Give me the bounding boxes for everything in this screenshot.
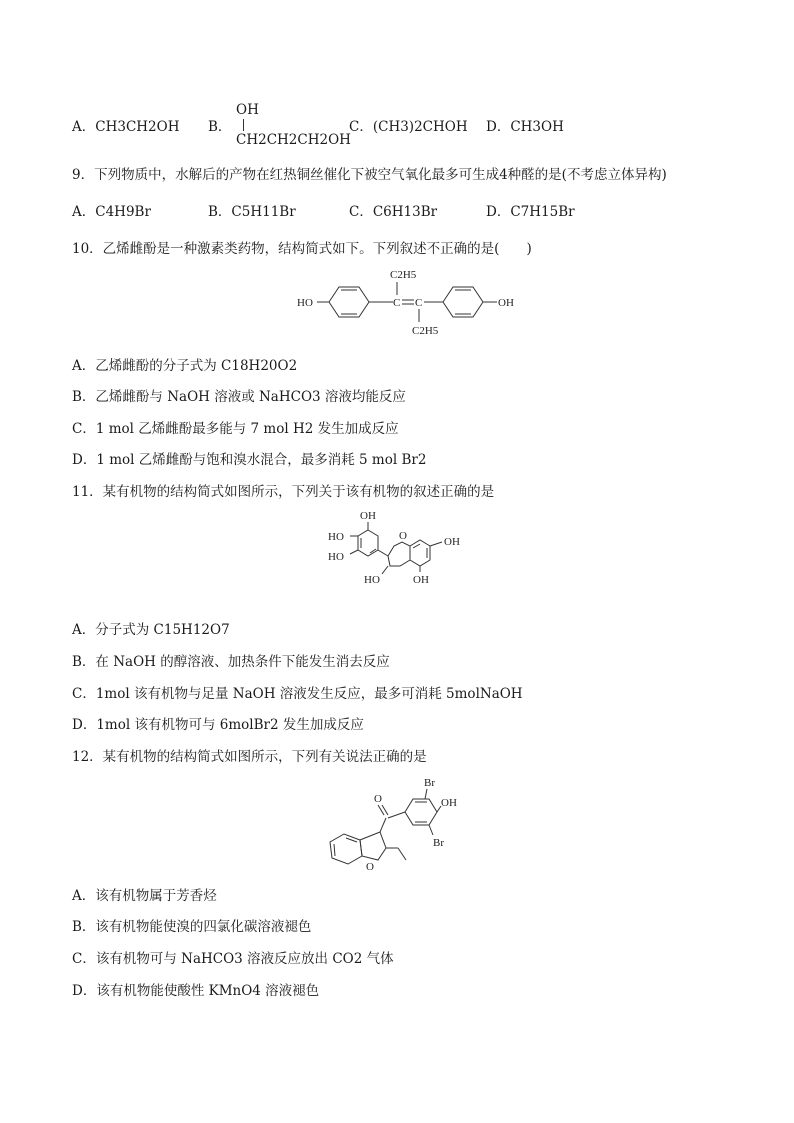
q10-benzene-ring-right xyxy=(443,287,483,317)
q10-option-b: B．乙烯雌酚与 NaOH 溶液或 NaHCO3 溶液均能反应 xyxy=(72,389,406,405)
q11-option-c: C．1mol 该有机物与足量 NaOH 溶液发生反应，最多可消耗 5molNaOH xyxy=(72,686,523,702)
q11-label-oh-bottom: OH xyxy=(413,574,429,586)
q11-structure-flavanol xyxy=(320,508,480,588)
q10-label-oh: OH xyxy=(498,297,514,309)
q11-label-ho-1: HO xyxy=(328,531,344,543)
q11-label-ring-o: O xyxy=(399,530,407,542)
q11-option-a: A．分子式为 C15H12O7 xyxy=(72,622,230,638)
q12-label-br-bottom: Br xyxy=(433,837,444,849)
q10-stem: 10．乙烯雌酚是一种激素类药物，结构简式如下。下列叙述不正确的是( ) xyxy=(72,241,532,257)
q11-label-ho-2: HO xyxy=(328,551,344,563)
q12-label-oh: OH xyxy=(441,797,457,809)
q11-stem: 11．某有机物的结构简式如图所示，下列关于该有机物的叙述正确的是 xyxy=(72,484,495,500)
q10-label-ho: HO xyxy=(297,297,313,309)
q8-option-a: A．CH3CH2OH xyxy=(72,119,180,135)
q8-option-b-letter: B． xyxy=(208,119,232,135)
q11-pyran-ring xyxy=(388,542,410,566)
q12-structure-benzbromarone xyxy=(320,772,470,880)
q10-option-a: A．乙烯雌酚的分子式为 C18H20O2 xyxy=(72,358,298,374)
q10-label-ethyl-bottom: C2H5 xyxy=(412,325,439,337)
q12-label-carbonyl-o: O xyxy=(374,793,382,805)
q12-stem: 12．某有机物的结构简式如图所示，下列有关说法正确的是 xyxy=(72,749,427,765)
q9-stem: 9．下列物质中，水解后的产物在红热铜丝催化下被空气氧化最多可生成4种醛的是(不考虑立体异构) xyxy=(72,167,667,183)
q11-option-b: B．在 NaOH 的醇溶液、加热条件下能发生消去反应 xyxy=(72,654,390,670)
q10-benzene-ring-left xyxy=(329,287,369,317)
q10-label-c-left: C xyxy=(393,297,401,309)
q8-option-d: D．CH3OH xyxy=(486,119,564,135)
q11-label-oh-right: OH xyxy=(444,536,460,548)
q8-option-c: C．(CH3)2CHOH xyxy=(349,119,468,135)
q8-option-b-bond xyxy=(243,119,244,131)
q10-label-c-right: C xyxy=(415,297,423,309)
q12-option-a: A．该有机物属于芳香烃 xyxy=(72,888,217,904)
q10-option-d: D．1 mol 乙烯雌酚与饱和溴水混合，最多消耗 5 mol Br2 xyxy=(72,452,427,468)
q8-option-b-oh: OH xyxy=(236,102,259,118)
q12-furan-ring xyxy=(360,832,386,860)
q12-dibromophenol-ring xyxy=(405,799,437,825)
q9-option-a: A．C4H9Br xyxy=(72,204,151,220)
q12-option-c: C．该有机物可与 NaHCO3 溶液反应放出 CO2 气体 xyxy=(72,951,394,967)
q9-option-c: C．C6H13Br xyxy=(349,204,438,220)
q11-label-oh-top: OH xyxy=(360,510,376,522)
q11-label-ho-3: HO xyxy=(364,574,380,586)
q12-option-d: D．该有机物能使酸性 KMnO4 溶液褪色 xyxy=(72,983,320,999)
q9-option-d: D．C7H15Br xyxy=(486,204,575,220)
q12-label-br-top: Br xyxy=(424,777,435,789)
q12-option-b: B．该有机物能使溴的四氯化碳溶液褪色 xyxy=(72,919,312,935)
q9-option-b: B．C5H11Br xyxy=(208,204,296,220)
q10-label-ethyl-top: C2H5 xyxy=(390,269,417,281)
q8-option-b-chain: CH2CH2CH2OH xyxy=(236,132,351,148)
q11-option-d: D．1mol 该有机物可与 6molBr2 发生加成反应 xyxy=(72,717,364,733)
q10-structure-diethylstilbestrol xyxy=(295,262,525,342)
q12-label-furan-o: O xyxy=(366,861,374,873)
q10-option-c: C．1 mol 乙烯雌酚最多能与 7 mol H2 发生加成反应 xyxy=(72,421,399,437)
